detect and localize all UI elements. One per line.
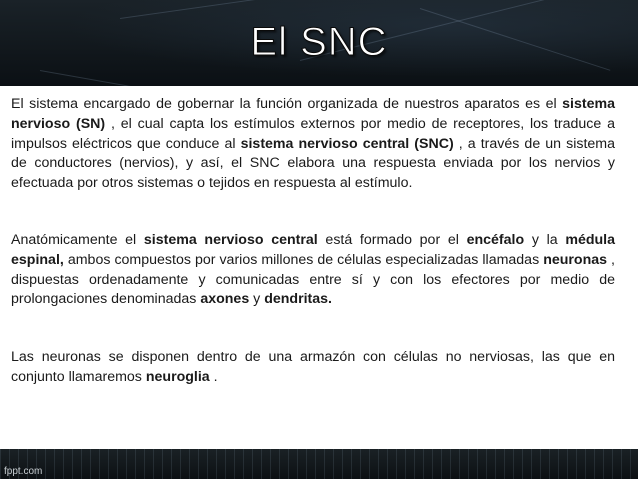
text-run: y la [524, 232, 566, 248]
paragraph-3 [11, 348, 615, 388]
bold-term: encéfalo [466, 232, 525, 248]
paragraph-2 [11, 231, 615, 310]
text-run: , dispuestas ordenadamente y comunicadas entre sí y con los efectores por medio de prolongaciones denominadas [11, 251, 615, 308]
text-run: y [249, 291, 265, 308]
footer-brand: fppt.com [4, 466, 43, 477]
slide-header [0, 0, 638, 86]
bold-term: dendritas. [264, 291, 333, 308]
text-run: . [209, 368, 218, 385]
text-run: , el cual capta los estímulos externos por medio de receptores, los traduce a impulsos eléctricos que conduce al [11, 115, 615, 152]
slide-title: El SNC [250, 20, 388, 64]
bold-term: sistema nervioso central (SNC) [240, 135, 454, 152]
bold-term: neuronas [543, 251, 608, 268]
bold-term: médula espinal, [11, 232, 615, 268]
text-run: Las neuronas se disponen dentro de una armazón con células no nerviosas, las que en conjunto llamaremos [11, 349, 615, 385]
text-run: ambos compuestos por varios millones de células especializadas llamadas [63, 251, 544, 268]
text-run: , a través de un sistema de conductores (nervios), y así, el SNC elabora una respuesta enviada por los nervios y efectuada por otros sistemas o tejidos en respuesta al estímulo. [11, 135, 616, 192]
paragraph-1 [11, 95, 615, 194]
bold-term: neuroglia [145, 368, 210, 385]
bold-term: sistema nervioso (SN) [11, 96, 615, 132]
slide-footer [0, 449, 638, 479]
bold-term: sistema nervioso central [143, 232, 318, 248]
text-run: El sistema encargado de gobernar la función organizada de nuestros aparatos es el [11, 96, 563, 112]
text-run: Anatómicamente el [11, 232, 144, 248]
slide-body [0, 86, 638, 449]
text-run: está formado por el [317, 232, 467, 248]
bold-term: axones [200, 291, 250, 308]
